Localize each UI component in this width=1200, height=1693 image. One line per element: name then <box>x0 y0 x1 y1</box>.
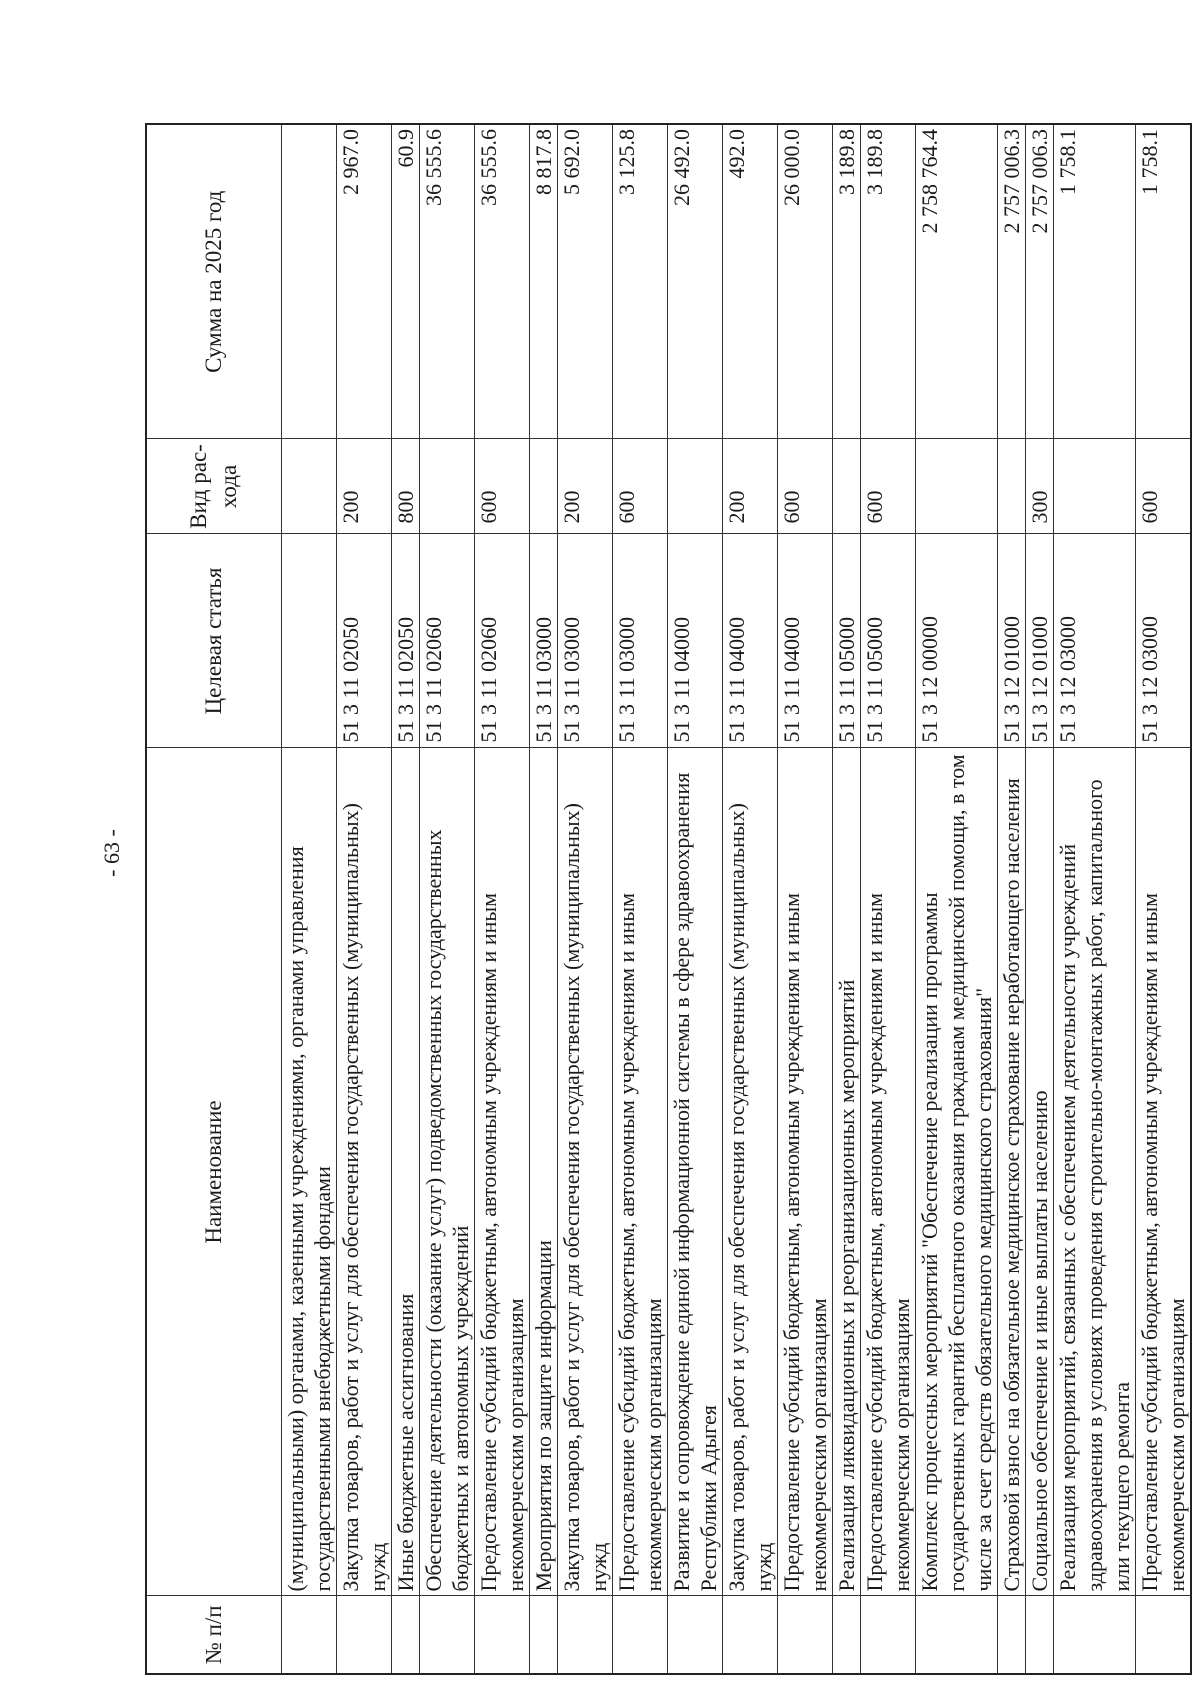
table-row <box>530 124 558 1674</box>
cell-sum: 36 555.6 <box>475 124 530 439</box>
cell-num <box>613 1596 668 1674</box>
table-row <box>723 124 778 1674</box>
cell-sum: 2 757 006.3 <box>1026 124 1054 439</box>
cell-article: 51 3 11 05000 <box>861 534 916 748</box>
header-sum: Сумма на 2025 год <box>146 124 282 439</box>
cell-article: 51 3 12 03000 <box>1054 534 1136 748</box>
cell-vid: 600 <box>613 439 668 534</box>
cell-sum: 492.0 <box>723 124 778 439</box>
header-vid: Вид рас- хода <box>146 439 282 534</box>
cell-sum: 36 555.6 <box>420 124 475 439</box>
cell-num <box>558 1596 613 1674</box>
cell-name: Закупка товаров, работ и услуг для обеспечения государственных (муниципальных) нужд <box>558 748 613 1596</box>
cell-num <box>282 1596 337 1674</box>
cell-article: 51 3 11 03000 <box>558 534 613 748</box>
cell-vid: 200 <box>558 439 613 534</box>
table-row <box>282 124 337 1674</box>
cell-num <box>530 1596 558 1674</box>
cell-article: 51 3 11 05000 <box>833 534 861 748</box>
cell-vid <box>282 439 337 534</box>
cell-num <box>723 1596 778 1674</box>
cell-article: 51 3 11 04000 <box>778 534 833 748</box>
cell-vid: 600 <box>778 439 833 534</box>
cell-article: 51 3 11 04000 <box>668 534 723 748</box>
cell-article: 51 3 11 02050 <box>392 534 420 748</box>
cell-name: Обеспечение деятельности (оказание услуг) подведомственных государственных бюджетных и автономных учреждений <box>420 748 475 1596</box>
cell-name: Предоставление субсидий бюджетным, автономным учреждениям и иным некоммерческим организациям <box>613 748 668 1596</box>
table-row <box>613 124 668 1674</box>
cell-sum: 26 000.0 <box>778 124 833 439</box>
table-row <box>337 124 392 1674</box>
table-row <box>1026 124 1054 1674</box>
cell-sum: 1 758.1 <box>1136 124 1192 439</box>
cell-vid <box>668 439 723 534</box>
cell-vid: 200 <box>723 439 778 534</box>
cell-num <box>861 1596 916 1674</box>
cell-name: Иные бюджетные ассигнования <box>392 748 420 1596</box>
cell-sum: 8 817.8 <box>530 124 558 439</box>
cell-vid <box>998 439 1026 534</box>
cell-article: 51 3 12 01000 <box>1026 534 1054 748</box>
cell-vid <box>833 439 861 534</box>
table-header-row <box>146 124 282 1674</box>
table-row <box>833 124 861 1674</box>
cell-num <box>668 1596 723 1674</box>
cell-sum: 2 758 764.4 <box>916 124 998 439</box>
cell-article: 51 3 11 02060 <box>420 534 475 748</box>
cell-vid: 600 <box>475 439 530 534</box>
cell-name: Мероприятия по защите информации <box>530 748 558 1596</box>
cell-name: Реализация ликвидационных и реорганизационных мероприятий <box>833 748 861 1596</box>
cell-vid: 600 <box>861 439 916 534</box>
cell-sum: 1 758.1 <box>1054 124 1136 439</box>
cell-name: Развитие и сопровождение единой информационной системы в сфере здравоохранения Республики Адыгея <box>668 748 723 1596</box>
cell-name: Предоставление субсидий бюджетным, автономным учреждениям и иным некоммерческим организациям <box>1136 748 1192 1596</box>
table-row <box>916 124 998 1674</box>
cell-num <box>1026 1596 1054 1674</box>
cell-vid: 200 <box>337 439 392 534</box>
cell-article: 51 3 12 03000 <box>1136 534 1192 748</box>
cell-article: 51 3 11 02050 <box>337 534 392 748</box>
table-row <box>668 124 723 1674</box>
cell-num <box>392 1596 420 1674</box>
cell-name: Предоставление субсидий бюджетным, автономным учреждениям и иным некоммерческим организациям <box>778 748 833 1596</box>
cell-name: Предоставление субсидий бюджетным, автономным учреждениям и иным некоммерческим организациям <box>861 748 916 1596</box>
cell-num <box>778 1596 833 1674</box>
cell-name: Реализация мероприятий, связанных с обеспечением деятельности учреждений здравоохранения в условиях проведения строительно-монтажных работ, капитального или текущего ремонта <box>1054 748 1136 1596</box>
cell-sum: 3 189.8 <box>833 124 861 439</box>
table-row <box>420 124 475 1674</box>
cell-article <box>282 534 337 748</box>
cell-sum: 26 492.0 <box>668 124 723 439</box>
cell-vid <box>530 439 558 534</box>
cell-article: 51 3 12 00000 <box>916 534 998 748</box>
cell-num <box>420 1596 475 1674</box>
cell-vid <box>916 439 998 534</box>
page-number-text: - 63 - <box>99 829 124 877</box>
table-body <box>282 124 1192 1674</box>
table-row <box>558 124 613 1674</box>
cell-num <box>833 1596 861 1674</box>
budget-table <box>145 123 1192 1675</box>
cell-name: Социальное обеспечение и иные выплаты населению <box>1026 748 1054 1596</box>
budget-table-rotated <box>145 125 1189 1675</box>
cell-name: Страховой взнос на обязательное медицинское страхование неработающего населения <box>998 748 1026 1596</box>
cell-num <box>337 1596 392 1674</box>
cell-name: (муниципальными) органами, казенными учреждениями, органами управления государственными внебюджетными фондами <box>282 748 337 1596</box>
cell-sum: 2 967.0 <box>337 124 392 439</box>
table-row <box>392 124 420 1674</box>
cell-name: Предоставление субсидий бюджетным, автономным учреждениям и иным некоммерческим организациям <box>475 748 530 1596</box>
cell-vid: 600 <box>1136 439 1192 534</box>
table-row <box>1136 124 1192 1674</box>
cell-name: Закупка товаров, работ и услуг для обеспечения государственных (муниципальных) нужд <box>337 748 392 1596</box>
cell-article: 51 3 11 03000 <box>530 534 558 748</box>
cell-sum: 2 757 006.3 <box>998 124 1026 439</box>
header-article: Целевая статья <box>146 534 282 748</box>
cell-sum: 3 125.8 <box>613 124 668 439</box>
cell-num <box>916 1596 998 1674</box>
table-row <box>1054 124 1136 1674</box>
cell-article: 51 3 11 03000 <box>613 534 668 748</box>
table-header <box>146 124 282 1674</box>
table-row <box>861 124 916 1674</box>
cell-num <box>998 1596 1026 1674</box>
cell-num <box>1054 1596 1136 1674</box>
table-row <box>475 124 530 1674</box>
cell-sum: 3 189.8 <box>861 124 916 439</box>
header-num: № п/п <box>146 1596 282 1674</box>
table-row <box>778 124 833 1674</box>
cell-vid <box>420 439 475 534</box>
cell-sum <box>282 124 337 439</box>
cell-vid: 800 <box>392 439 420 534</box>
cell-num <box>1136 1596 1192 1674</box>
cell-name: Комплекс процессных мероприятий "Обеспечение реализации программы государственных гарантий бесплатного оказания гражданам медицинской помощи, в том числе за счет средств обязательного медицинского страхования" <box>916 748 998 1596</box>
cell-article: 51 3 12 01000 <box>998 534 1026 748</box>
cell-sum: 5 692.0 <box>558 124 613 439</box>
cell-vid: 300 <box>1026 439 1054 534</box>
table-row <box>998 124 1026 1674</box>
cell-name: Закупка товаров, работ и услуг для обеспечения государственных (муниципальных) нужд <box>723 748 778 1596</box>
header-name: Наименование <box>146 748 282 1596</box>
cell-vid <box>1054 439 1136 534</box>
cell-article: 51 3 11 02060 <box>475 534 530 748</box>
cell-article: 51 3 11 04000 <box>723 534 778 748</box>
cell-sum: 60.9 <box>392 124 420 439</box>
cell-num <box>475 1596 530 1674</box>
